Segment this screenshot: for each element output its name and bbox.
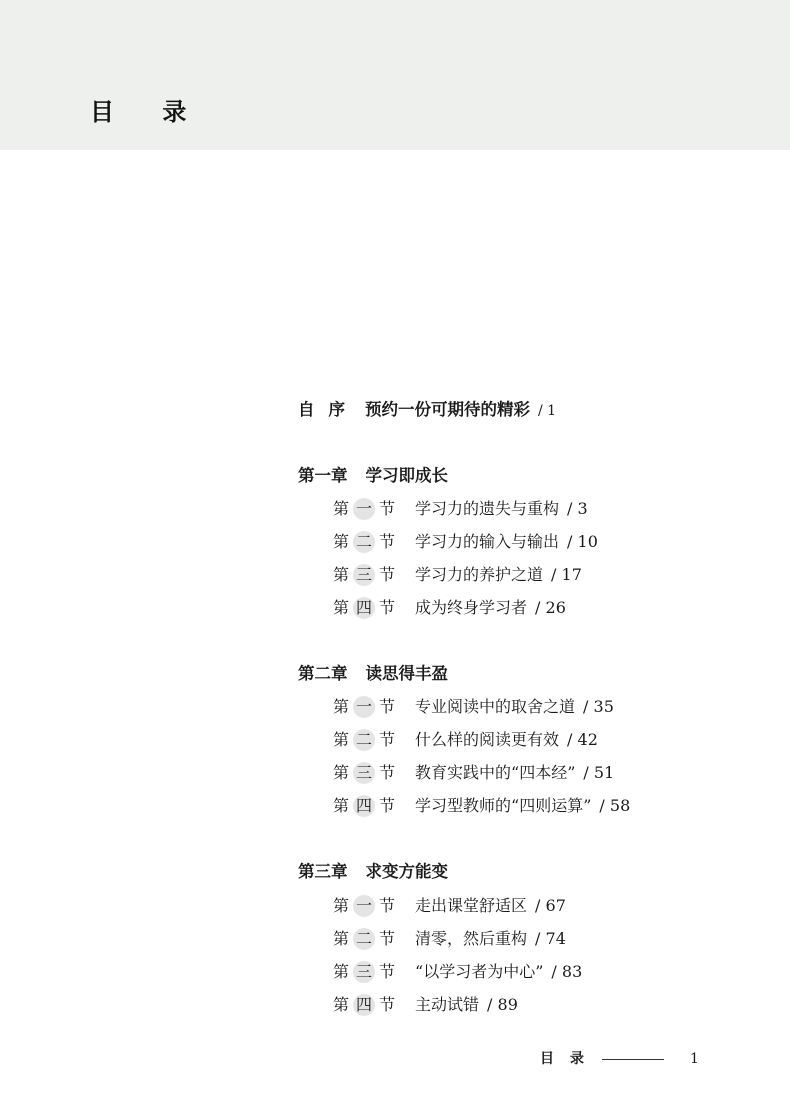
chapter-title: 学习即成长 [365,466,448,485]
section-suffix: 节 [379,896,396,915]
section-suffix: 节 [379,929,396,948]
section-prefix: 第 [333,565,350,584]
toc-preface[interactable] [298,400,556,421]
section-number: 三 [353,961,375,983]
chapter-label: 第二章 [298,664,348,683]
section-prefix: 第 [333,796,350,815]
toc-chapter-3[interactable] [298,862,448,882]
toc-section-3-2[interactable] [333,928,566,950]
section-page: / 74 [535,929,566,948]
toc-section-3-1[interactable] [333,895,566,917]
toc-chapter-1[interactable] [298,466,448,486]
section-suffix: 节 [379,796,396,815]
section-number: 一 [353,895,375,917]
toc-section-1-3[interactable] [333,564,582,586]
section-prefix: 第 [333,929,350,948]
preface-title: 预约一份可期待的精彩 [365,400,530,419]
toc-section-2-1[interactable] [333,696,614,718]
section-title: 学习力的输入与输出 [415,532,560,551]
section-title: 学习力的遗失与重构 [415,499,560,518]
section-suffix: 节 [379,962,396,981]
toc-section-2-4[interactable] [333,795,630,817]
section-number: 三 [353,762,375,784]
section-suffix: 节 [379,499,396,518]
section-suffix: 节 [379,598,396,617]
section-number: 四 [353,597,375,619]
chapter-title: 读思得丰盈 [365,664,448,683]
section-prefix: 第 [333,763,350,782]
section-suffix: 节 [379,995,396,1014]
section-prefix: 第 [333,697,350,716]
toc-section-3-4[interactable] [333,994,518,1016]
section-prefix: 第 [333,730,350,749]
section-title: 主动试错 [415,995,480,1014]
section-page: / 89 [487,995,518,1014]
section-suffix: 节 [379,532,396,551]
preface-page: / 1 [538,403,557,419]
section-suffix: 节 [379,730,396,749]
section-page: / 67 [535,896,566,915]
footer-rule [602,1059,664,1060]
toc-chapter-2[interactable] [298,664,448,684]
toc-section-1-1[interactable] [333,498,588,520]
section-page: / 51 [583,763,615,782]
section-number: 一 [353,696,375,718]
toc-section-2-3[interactable] [333,762,614,784]
header-band [0,0,790,150]
section-page: / 10 [567,532,598,551]
section-prefix: 第 [333,896,350,915]
section-title: 学习型教师的“四则运算” [415,796,592,815]
section-title: 教育实践中的“四本经” [415,763,576,782]
section-page: / 42 [567,730,598,749]
section-number: 一 [353,498,375,520]
page-title: 目 录 [90,98,207,126]
toc-section-1-4[interactable] [333,597,566,619]
section-number: 二 [353,729,375,751]
toc-section-3-3[interactable] [333,961,582,983]
section-page: / 58 [599,796,631,815]
section-page: / 26 [535,598,566,617]
section-title: 清零，然后重构 [415,929,528,948]
section-number: 二 [353,531,375,553]
page-footer [540,1048,699,1068]
section-prefix: 第 [333,499,350,518]
section-prefix: 第 [333,995,350,1014]
section-title: 走出课堂舒适区 [415,896,528,915]
section-suffix: 节 [379,565,396,584]
section-suffix: 节 [379,763,396,782]
section-number: 三 [353,564,375,586]
chapter-title: 求变方能变 [365,862,448,881]
footer-label: 目录 [540,1051,600,1067]
section-number: 四 [353,795,375,817]
section-prefix: 第 [333,962,350,981]
section-suffix: 节 [379,697,396,716]
section-title: 成为终身学习者 [415,598,528,617]
chapter-label: 第一章 [298,466,348,485]
chapter-label: 第三章 [298,862,348,881]
section-title: 学习力的养护之道 [415,565,544,584]
toc-section-2-2[interactable] [333,729,598,751]
section-page: / 83 [551,962,583,981]
preface-label: 自序 [298,400,359,419]
section-page: / 3 [567,499,588,518]
section-title: 什么样的阅读更有效 [415,730,560,749]
section-page: / 35 [583,697,614,716]
section-prefix: 第 [333,532,350,551]
section-number: 四 [353,994,375,1016]
section-title: “以学习者为中心” [415,962,544,981]
section-number: 二 [353,928,375,950]
section-page: / 17 [551,565,582,584]
section-prefix: 第 [333,598,350,617]
section-title: 专业阅读中的取舍之道 [415,697,576,716]
toc-section-1-2[interactable] [333,531,598,553]
page-number: 1 [690,1051,699,1067]
